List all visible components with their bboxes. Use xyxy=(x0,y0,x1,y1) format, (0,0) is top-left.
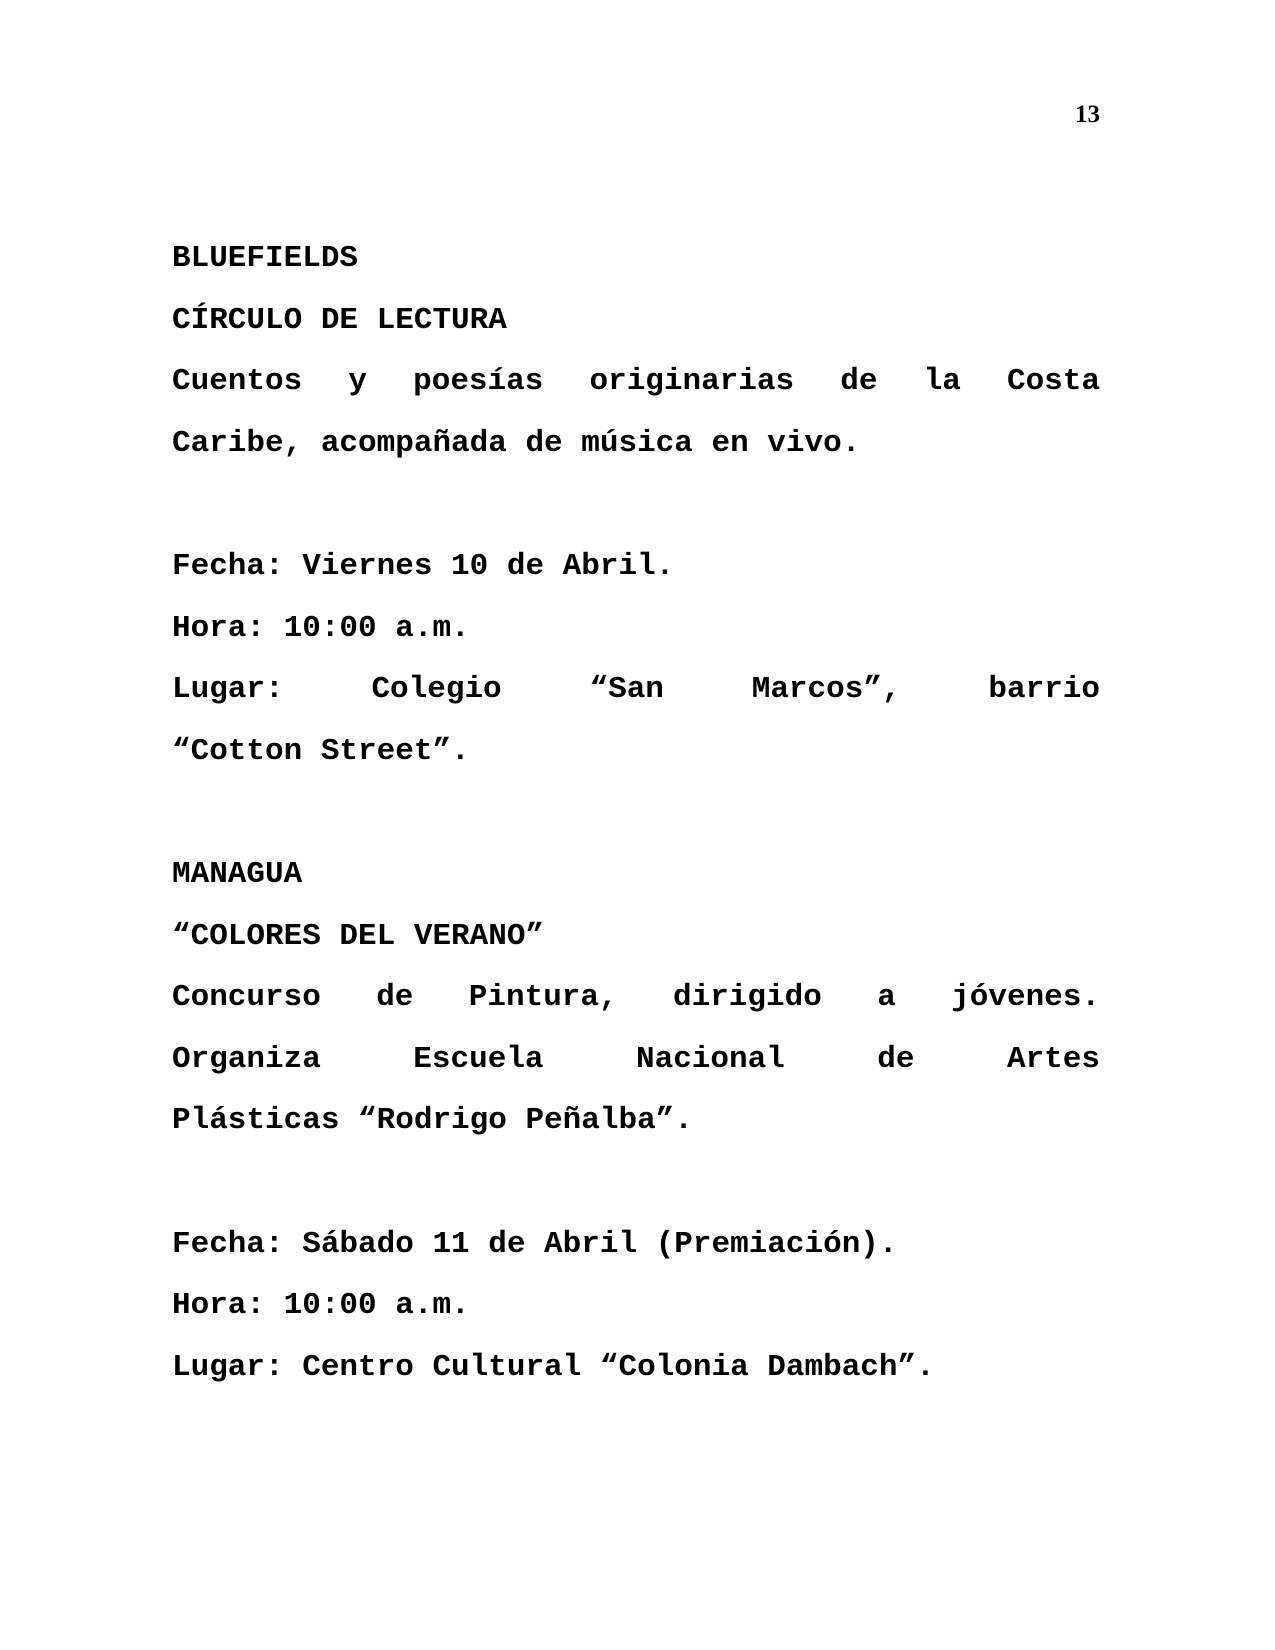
bluefields-fecha: Fecha: Viernes 10 de Abril. xyxy=(172,548,675,584)
bluefields-description-line-2: Caribe, acompañada de música en vivo. xyxy=(172,425,861,461)
bluefields-details-block xyxy=(172,536,1100,782)
managua-heading: MANAGUA xyxy=(172,856,303,892)
bluefields-lugar-line-2: “Cotton Street”. xyxy=(172,733,470,769)
managua-description-line-3: Plásticas “Rodrigo Peñalba”. xyxy=(172,1103,693,1139)
page-number: 13 xyxy=(1075,101,1100,128)
managua-details-block xyxy=(172,1214,1100,1399)
bluefields-heading: BLUEFIELDS xyxy=(172,241,359,276)
bluefields-hora: Hora: 10:00 a.m. xyxy=(172,610,470,646)
bluefields-event-title: CÍRCULO DE LECTURA xyxy=(172,302,507,338)
document-body xyxy=(172,228,1100,1398)
managua-description-line-2: Organiza Escuela Nacional de Artes xyxy=(172,1041,1100,1077)
managua-fecha: Fecha: Sábado 11 de Abril (Premiación). xyxy=(172,1226,898,1262)
managua-description-line-1: Concurso de Pintura, dirigido a jóvenes. xyxy=(172,980,1100,1016)
managua-lugar: Lugar: Centro Cultural “Colonia Dambach”. xyxy=(172,1349,935,1385)
managua-event-title: “COLORES DEL VERANO” xyxy=(172,918,545,954)
bluefields-lugar-line-1: Lugar: Colegio “San Marcos”, barrio xyxy=(172,672,1100,708)
bluefields-description-line-1: Cuentos y poesías originarias de la Costa xyxy=(172,364,1100,400)
bluefields-title-block xyxy=(172,228,1100,474)
managua-hora: Hora: 10:00 a.m. xyxy=(172,1288,470,1324)
managua-title-block xyxy=(172,844,1100,1152)
